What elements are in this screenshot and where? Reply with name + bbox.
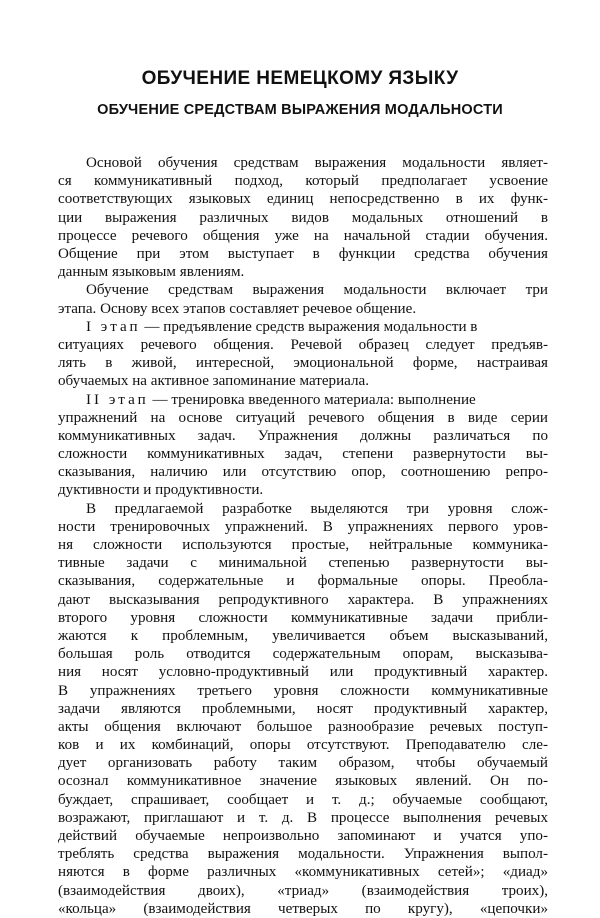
text-line: акты общения включают большое разнообразие речевых поступ- (58, 718, 548, 735)
text-line: Обучение средствам выражения модальности включает три (86, 282, 548, 299)
text-line (58, 318, 548, 336)
text-line: треблять средства выражения модальности. Упражнения выпол- (58, 846, 548, 863)
page-subtitle: ОБУЧЕНИЕ СРЕДСТВАМ ВЫРАЖЕНИЯ МОДАЛЬНОСТИ (97, 102, 503, 118)
text-line: жаются к проблемным, увеличивается объем высказываний, (58, 627, 548, 644)
text-line-rest: — тренировка введенного материала: выполнение (152, 391, 476, 408)
text-line: сложности коммуникативных задач, степени развернутости вы- (58, 446, 548, 463)
text-line: ситуациях речевого общения. Речевой образец следует предъяв- (58, 336, 548, 353)
text-line: буждает, спрашивает, сообщает и т. д.; обучаемые сообщают, (58, 791, 548, 808)
text-line: упражнений на основе ситуаций речевого общения в виде серии (58, 409, 548, 426)
text-line: ня сложности используются простые, нейтральные коммуника- (58, 537, 548, 554)
text-line: дают высказывания репродуктивного характера. В упражнениях (58, 591, 548, 608)
text-line: ся коммуникативный подход, который предполагает усвоение (58, 173, 548, 190)
text-line: ния носят условно-продуктивный или продуктивный характер. (58, 664, 548, 681)
text-line: няются в форме различных «коммуникативных сетей»; «диад» (58, 864, 548, 881)
text-line-rest: — предъявление средств выражения модальности в (144, 318, 478, 335)
text-line: «кольца» (взаимодействия четверых по кругу), «цепочки» (58, 900, 548, 917)
text-line: лять в живой, интересной, эмоциональной форме, настраивая (58, 355, 548, 372)
text-line: Основой обучения средствам выражения модальности являет- (86, 155, 548, 171)
text-line: осознал коммуникативное значение языковых явлений. Он по- (58, 773, 548, 790)
text-line: Общение при этом выступает в функции средства обучения (58, 245, 548, 262)
text-line: процессе речевого общения уже на начальной стадии обучения. (58, 227, 548, 244)
text-line: (взаимодействия двоих), «триад» (взаимодействия троих), (58, 882, 548, 899)
text-line: обучаемых на активное запоминание материала. (58, 373, 370, 390)
text-line: ции выражения различных видов модальных отношений в (58, 209, 548, 226)
text-line: большая роль отводится содержательным опорам, высказыва- (58, 646, 548, 663)
text-line: ности тренировочных упражнений. В упражнениях первого уров- (58, 518, 548, 535)
text-line: возражают, приглашают и т. д. В процессе выполнения речевых (58, 809, 548, 826)
body-text (58, 154, 548, 918)
text-line: сказывания, наличию или отсутствию опор, соотношению репро- (58, 464, 548, 481)
text-line: ков и их комбинаций, опоры отсутствуют. Преподавателю сле- (58, 737, 548, 754)
text-line: коммуникативных задач. Упражнения должны различаться по (58, 427, 548, 444)
text-line: дуктивности и продуктивности. (58, 482, 264, 499)
stage-label: I этап (86, 318, 141, 335)
text-line: соответствующих языковых единиц непосредственно в их функ- (58, 191, 548, 208)
stage-label: II этап (86, 391, 149, 408)
text-line: тивные задачи с минимальной степенью развернутости вы- (58, 555, 548, 572)
text-line: В предлагаемой разработке выделяются три уровня слож- (86, 500, 548, 517)
text-line: задачи являются проблемными, носят продуктивный характер, (58, 700, 548, 717)
text-line: действий обучаемые непроизвольно запоминают и учатся упо- (58, 828, 548, 845)
text-line: сказывания, содержательные и формальные опоры. Преобла- (58, 573, 548, 590)
text-line: данным языковым явлениям. (58, 264, 245, 281)
text-line: второго уровня сложности коммуникативные задачи прибли- (58, 609, 548, 626)
text-line: этапа. Основу всех этапов составляет речевое общение. (58, 300, 417, 317)
text-line (58, 391, 548, 409)
page-title: ОБУЧЕНИЕ НЕМЕЦКОМУ ЯЗЫКУ (141, 68, 459, 89)
text-line: В упражнениях третьего уровня сложности коммуникативные (58, 682, 548, 699)
text-line: дует организовать работу таким образом, чтобы обучаемый (58, 755, 548, 772)
